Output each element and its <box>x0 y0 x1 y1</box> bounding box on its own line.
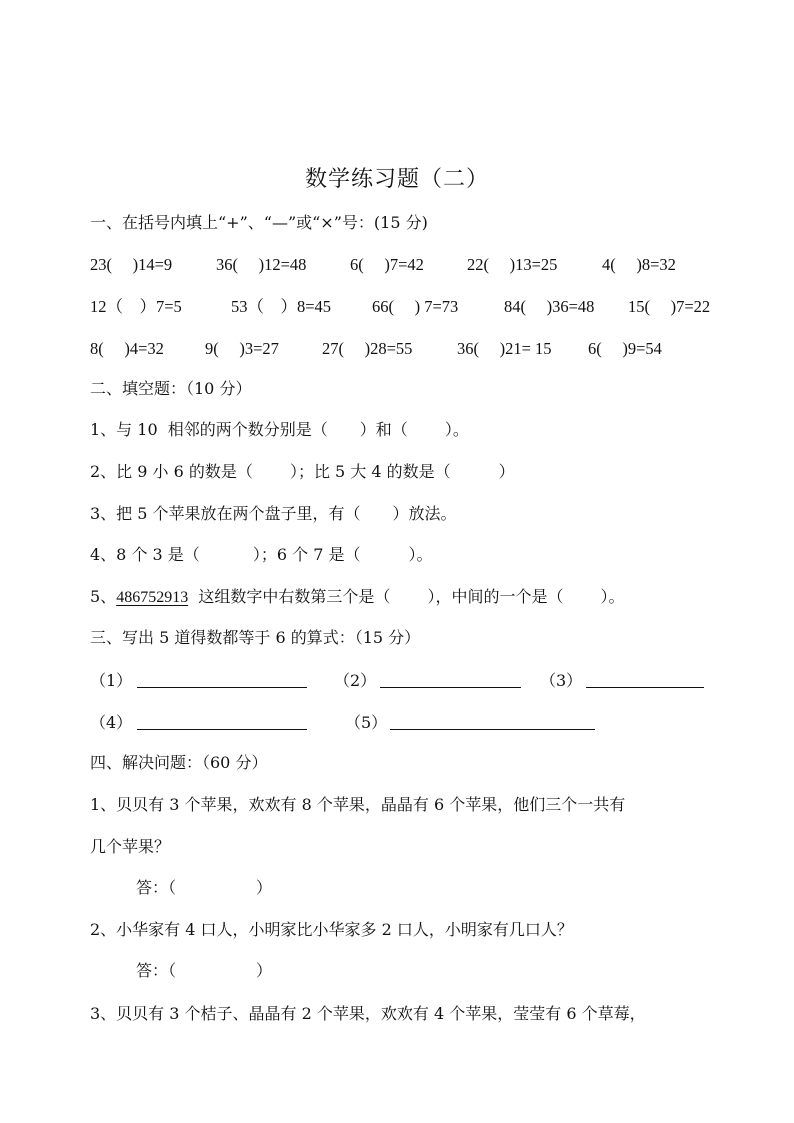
answer-line: 答：（ ） <box>136 878 273 897</box>
section3-heading: 三、写出 5 道得数都等于 6 的算式：（15 分） <box>90 628 421 647</box>
answer-line: 答：（ ） <box>136 961 273 980</box>
question-text: 4、8 个 3 是（ ）；6 个 7 是（ ）。 <box>90 545 433 564</box>
question-text: 2、比 9 小 6 的数是（ ）；比 5 大 4 的数是（ ） <box>90 462 515 481</box>
equation: 84( )36=48 <box>504 297 595 316</box>
equation: 66( ) 7=73 <box>372 297 459 316</box>
question-text: 1、贝贝有 3 个苹果，欢欢有 8 个苹果，晶晶有 6 个苹果，他们三个一共有 <box>90 795 626 814</box>
question-text: 几个苹果？ <box>90 837 171 856</box>
equation: 6( )7=42 <box>350 255 424 274</box>
question-text: 2、小华家有 4 口人，小明家比小华家多 2 口人，小明家有几口人？ <box>90 920 573 939</box>
section4-heading: 四、解决问题：（60 分） <box>90 753 268 772</box>
question-text: 3、把 5 个苹果放在两个盘子里，有（ ）放法。 <box>90 504 457 523</box>
answer-blank[interactable] <box>137 687 307 688</box>
equation: 36( )12=48 <box>216 255 307 274</box>
answer-blank[interactable] <box>586 687 704 688</box>
section2-heading: 二、填空题：（10 分） <box>90 379 252 398</box>
question-suffix: 这组数字中右数第三个是（ ），中间的一个是（ ）。 <box>188 587 625 606</box>
blank-label: （4） <box>90 713 133 732</box>
blank-label: （1） <box>90 671 133 690</box>
equation: 23( )14=9 <box>90 255 173 274</box>
question-prefix: 5、 <box>90 587 117 606</box>
question-text: 3、贝贝有 3 个桔子、晶晶有 2 个苹果，欢欢有 4 个苹果，莹莹有 6 个草莓， <box>90 1004 646 1023</box>
blank-label: （2） <box>334 671 377 690</box>
equation: 9( )3=27 <box>205 339 279 358</box>
blank-label: （3） <box>540 671 583 690</box>
equation: 27( )28=55 <box>322 339 413 358</box>
blank-label: （5） <box>345 713 388 732</box>
answer-blank[interactable] <box>390 729 595 730</box>
equation: 53（ ）8=45 <box>231 297 332 316</box>
equation: 15( )7=22 <box>628 297 711 316</box>
section1-heading: 一、在括号内填上“+”、“—”或“×”号：(15 分) <box>90 213 428 232</box>
equation: 22( )13=25 <box>467 255 558 274</box>
question-text <box>90 587 625 608</box>
equation: 12（ ）7=5 <box>90 297 182 316</box>
answer-blank[interactable] <box>380 687 521 688</box>
page-title: 数学练习题（二） <box>304 167 489 192</box>
equation: 8( )4=32 <box>90 339 164 358</box>
answer-blank[interactable] <box>137 729 307 730</box>
equation: 36( )21= 15 <box>457 339 552 358</box>
equation: 6( )9=54 <box>588 339 662 358</box>
question-text: 1、与 10 相邻的两个数分别是（ ）和（ ）。 <box>90 420 469 439</box>
digit-sequence: 486752913 <box>116 589 189 606</box>
equation: 4( )8=32 <box>602 255 676 274</box>
